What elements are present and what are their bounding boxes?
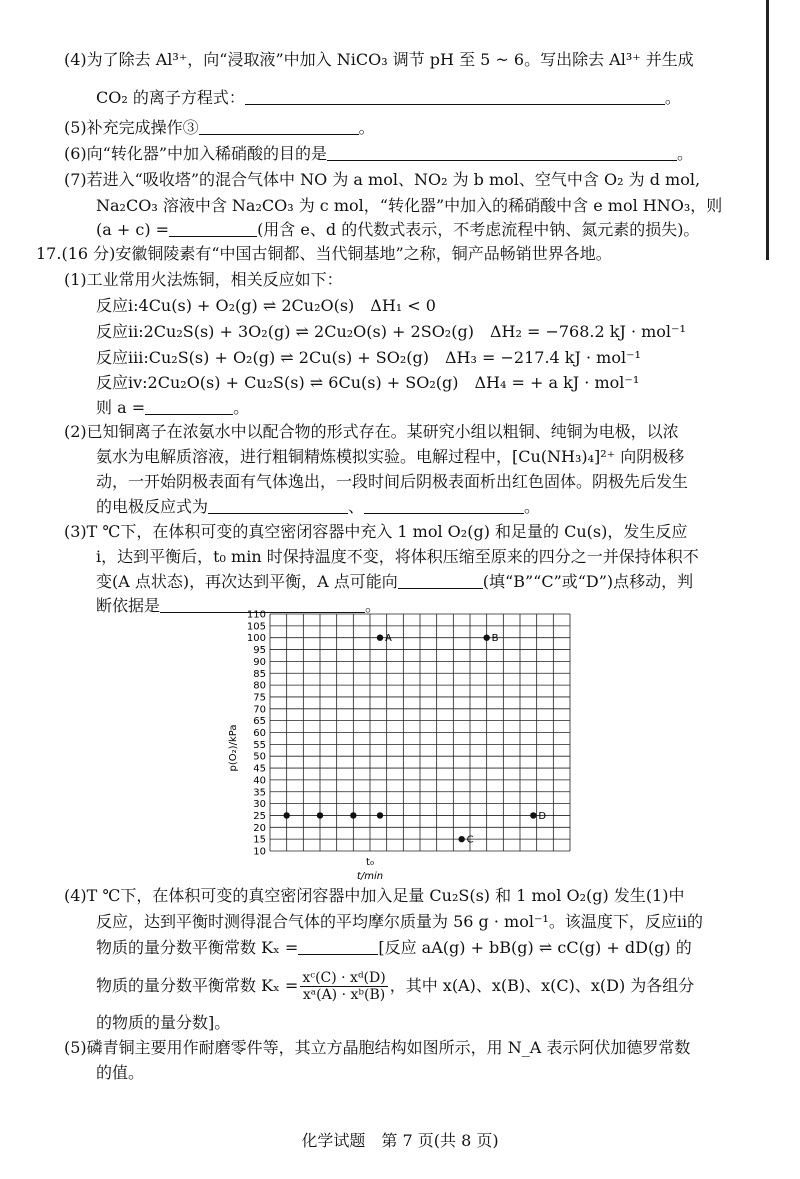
y-tick-label: 55 [253, 739, 266, 751]
q16-p6: (6)向“转化器”中加入稀硝酸的目的是 。 [64, 144, 694, 163]
q16-p5: (5)补充完成操作③ 。 [64, 118, 375, 137]
answer-blank[interactable] [208, 497, 348, 514]
q17-p3-line4: 断依据是 。 [96, 596, 382, 615]
q17-p3-line3: 变(A 点状态)，再次达到平衡，A 点可能向 (填“B”“C”或“D”)点移动，判 [96, 572, 694, 591]
data-point-c [458, 836, 464, 842]
answer-blank[interactable] [327, 144, 677, 161]
q17-p4-line4: 物质的量分数平衡常数 Kₓ = $\frac{\text{xᶜ(C) · xᵈ(D)}}{\text{xᵃ(A) · xᵇ(B)}}$ ，其中 x(A)、x(B)、x(C)、x(D) 为各组分 [96, 970, 695, 1003]
q17-reaction-1: 反应ⅰ:4Cu(s) + O₂(g) ⇌ 2Cu₂O(s) ΔH₁ < 0 [96, 296, 436, 315]
point-label-a: A [385, 633, 392, 645]
chart-points [283, 633, 546, 845]
pressure-time-chart [222, 608, 592, 883]
q17-p5-line1: (5)磷青铜主要用作耐磨零件等，其立方晶胞结构如图所示，用 N_A 表示阿伏加德罗常数 [64, 1038, 691, 1057]
page-margin-line [766, 0, 769, 260]
q17-p3-line1: (3)T ℃下，在体积可变的真空密闭容器中充入 1 mol O₂(g) 和足量的 Cu(s)，发生反应 [64, 522, 688, 541]
answer-blank[interactable] [364, 497, 524, 514]
answer-blank[interactable] [199, 118, 359, 135]
y-tick-label: 40 [253, 775, 266, 787]
q17-p4-line1: (4)T ℃下，在体积可变的真空密闭容器中加入足量 Cu₂S(s) 和 1 mol O₂(g) 发生(1)中 [64, 886, 685, 905]
q17-p2-line4: 的电极反应式为 、 。 [96, 497, 541, 516]
answer-blank[interactable] [298, 938, 378, 955]
chart-y-ticks [247, 610, 266, 858]
y-tick-label: 20 [253, 822, 266, 834]
q16-p4: (4)为了除去 Al³⁺，向“浸取液”中加入 NiCO₃ 调节 pH 至 5 ~ 6。写出除去 Al³⁺ 并生成 [64, 50, 694, 69]
y-tick-label: 80 [253, 680, 266, 692]
y-tick-label: 90 [253, 656, 266, 668]
y-tick-label: 70 [253, 704, 266, 716]
q17-reaction-2: 反应ⅱ:2Cu₂S(s) + 3O₂(g) ⇌ 2Cu₂O(s) + 2SO₂(g) ΔH₂ = −768.2 kJ · mol⁻¹ [96, 322, 686, 341]
q17-p3-line2: ⅰ，达到平衡后，t₀ min 时保持温度不变，将体积压缩至原来的四分之一并保持体积不 [96, 547, 699, 566]
q17-p4-line2: 反应，达到平衡时测得混合气体的平均摩尔质量为 56 g · mol⁻¹。该温度下，反应ⅱ的 [96, 912, 704, 931]
q17-reaction-4: 反应ⅳ:2Cu₂O(s) + Cu₂S(s) ⇌ 6Cu(s) + SO₂(g) ΔH₄ = + a kJ · mol⁻¹ [96, 373, 640, 392]
q17-p4-line3: 物质的量分数平衡常数 Kₓ = [反应 aA(g) + bB(g) ⇌ cC(g) + dD(g) 的 [96, 938, 692, 957]
chart-grid [270, 614, 570, 851]
data-point [283, 812, 289, 818]
q16-p7-line3: (a + c) = (用含 e、d 的代数式表示，不考虑流程中钠、氮元素的损失)。 [96, 220, 700, 239]
answer-blank[interactable] [398, 572, 483, 589]
y-tick-label: 35 [253, 787, 266, 799]
q16-p4-line2: CO₂ 的离子方程式： 。 [96, 88, 681, 107]
q17-reaction-3: 反应ⅲ:Cu₂S(s) + O₂(g) ⇌ 2Cu(s) + SO₂(g) ΔH₃ = −217.4 kJ · mol⁻¹ [96, 348, 641, 367]
kx-fraction: $\frac{\text{xᶜ(C) · xᵈ(D)}}{\text{xᵃ(A) · xᵇ(B)}}$ [302, 970, 386, 1003]
q17-p2-line3: 动，一开始阴极表面有气体逸出，一段时间后阴极表面析出红色固体。阴极先后发生 [96, 472, 689, 491]
q16-p7: (7)若进入“吸收塔”的混合气体中 NO 为 a mol、NO₂ 为 b mol、空气中含 O₂ 为 d mol, [64, 170, 701, 189]
q17-p5-line2: 的值。 [96, 1063, 145, 1082]
data-point-a [377, 635, 383, 641]
q17-p2-line2: 氨水为电解质溶液，进行粗铜精炼模拟实验。电解过程中，[Cu(NH₃)₄]²⁺ 向阴极移 [96, 447, 685, 466]
q16-p7-line2: Na₂CO₃ 溶液中含 Na₂CO₃ 为 c mol，“转化器”中加入的稀硝酸中含 e mol HNO₃，则 [96, 196, 723, 215]
y-tick-label: 100 [246, 633, 266, 645]
answer-blank[interactable] [169, 220, 257, 237]
q17-p4-line5: 的物质的量分数]。 [96, 1013, 231, 1032]
y-tick-label: 15 [253, 834, 266, 846]
q17-header: 17.(16 分)安徽铜陵素有“中国古铜都、当代铜基地”之称，铜产品畅销世界各地。 [36, 244, 612, 263]
data-point-d [530, 812, 536, 818]
q17-p1-intro: (1)工业常用火法炼铜，相关反应如下： [64, 270, 343, 289]
page-footer: 化学试题 第 7 页(共 8 页) [301, 1131, 499, 1150]
point-label-d: D [538, 810, 547, 822]
y-tick-label: 50 [253, 751, 266, 763]
data-point-b [483, 635, 489, 641]
data-point [350, 812, 356, 818]
y-tick-label: 110 [246, 609, 266, 621]
data-point [317, 812, 323, 818]
y-tick-label: 105 [246, 621, 266, 633]
q17-p2-line1: (2)已知铜离子在浓氨水中以配合物的形式存在。某研究小组以粗铜、纯铜为电极，以浓 [64, 422, 679, 441]
y-tick-label: 25 [253, 810, 266, 822]
y-tick-label: 85 [253, 668, 266, 680]
y-tick-label: 65 [253, 716, 266, 728]
point-label-b: B [491, 633, 499, 645]
answer-blank[interactable] [145, 398, 233, 415]
y-tick-label: 60 [253, 728, 266, 739]
q17-p1-ask: 则 a = 。 [96, 398, 250, 417]
chart-x-label: t/min [356, 871, 384, 882]
data-point [377, 812, 383, 818]
chart-x-tick-t0: t₀ [366, 857, 374, 868]
point-label-c: C [466, 834, 474, 846]
y-tick-label: 45 [253, 763, 266, 775]
y-tick-label: 95 [253, 645, 266, 657]
y-tick-label: 30 [253, 799, 266, 811]
answer-blank[interactable] [245, 88, 665, 105]
y-tick-label: 10 [253, 846, 266, 858]
y-tick-label: 75 [253, 692, 266, 704]
chart-y-label: p(O₂)/kPa [228, 724, 239, 772]
